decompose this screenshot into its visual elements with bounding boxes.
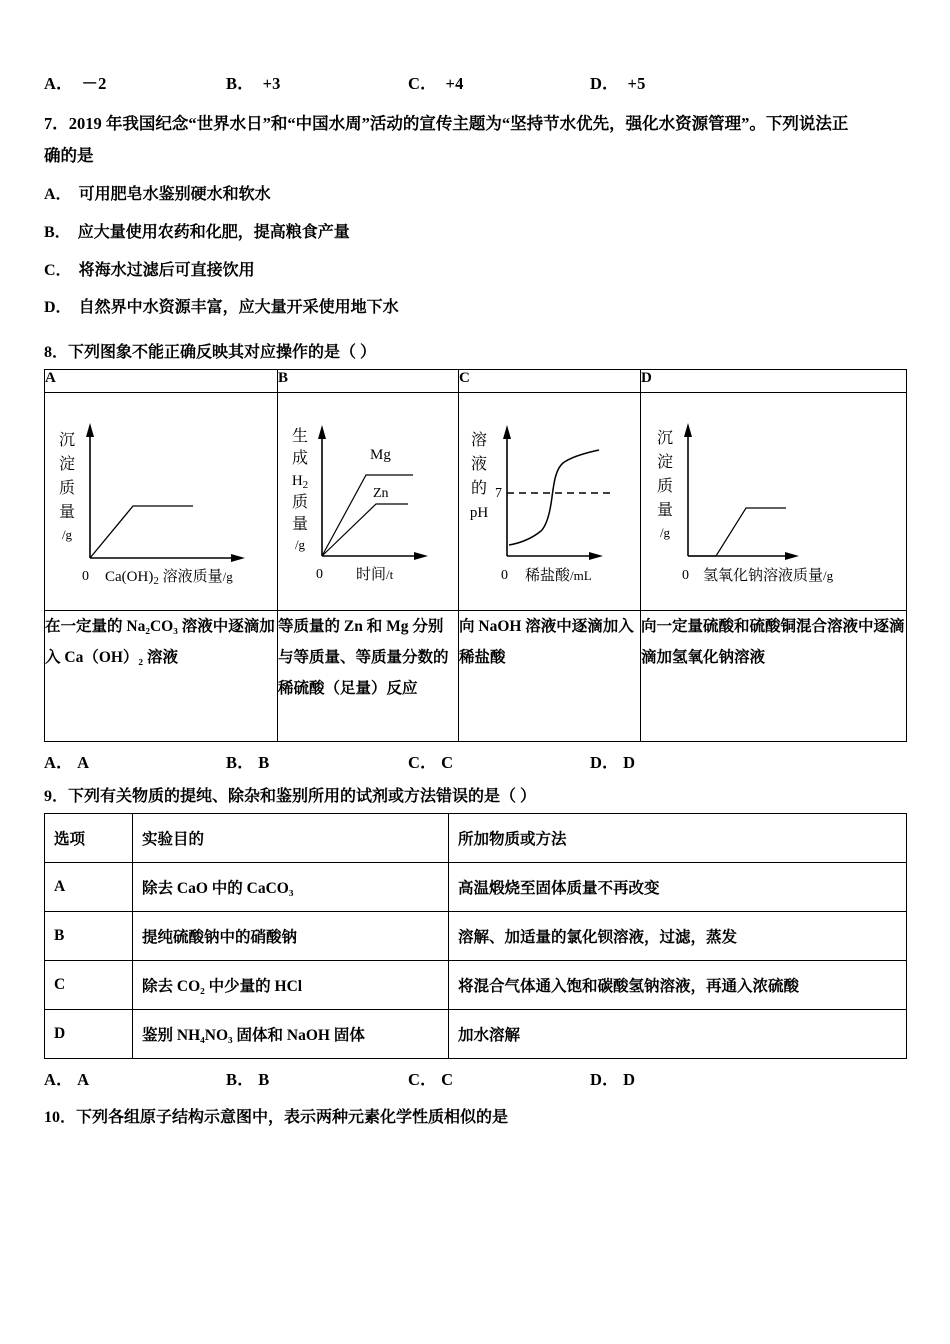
table-row bbox=[45, 960, 907, 1009]
chart-b-yaxis-arrow bbox=[318, 425, 326, 439]
q8-description-d: 向一定量硫酸和硫酸铜混合溶液中逐滴滴加氢氧化钠溶液 bbox=[641, 610, 907, 741]
chart-b-series-zn bbox=[322, 504, 408, 556]
question-7-option-b: B． 应大量使用农药和化肥，提高粮食产量 bbox=[44, 223, 350, 241]
chart-c-yaxis-arrow bbox=[503, 425, 511, 439]
question-9-stem: 9．下列有关物质的提纯、除杂和鉴别所用的试剂或方法错误的是（ ） bbox=[44, 787, 537, 805]
question-8-answer-options bbox=[44, 749, 906, 773]
question-8-table bbox=[44, 369, 907, 742]
chart-d-series-line bbox=[688, 508, 786, 556]
q9-row-b-option: B bbox=[45, 911, 133, 960]
chart-d-yaxis-arrow bbox=[684, 423, 692, 437]
chart-a-yaxis-arrow bbox=[86, 423, 94, 437]
chart-a-xlabel: $Ca(OH)_2$ 溶液质量/g bbox=[105, 568, 233, 587]
question-8-stem: 8．下列图象不能正确反映其对应操作的是（ ） bbox=[44, 343, 377, 361]
chart-b-ylabel-char-5: 量 bbox=[291, 515, 309, 533]
q8-description-b: 等质量的 Zn 和 Mg 分别与等质量、等质量分数的稀硫酸（足量）反应 bbox=[278, 610, 459, 741]
chart-d-ylabel-unit: /g bbox=[659, 524, 671, 540]
chart-cell-d bbox=[641, 392, 907, 610]
table-row bbox=[45, 862, 907, 911]
table-row-charts bbox=[45, 392, 907, 610]
q9-answer-c: C． C bbox=[408, 1069, 454, 1089]
chart-c-xaxis-arrow bbox=[589, 552, 603, 560]
chart-b-xlabel: 时间/t bbox=[356, 566, 394, 583]
q8-answer-a: A． A bbox=[44, 752, 90, 772]
table-row-descriptions bbox=[45, 610, 907, 741]
table-row-headers bbox=[45, 369, 907, 392]
chart-b-ylabel-char-4: 质 bbox=[291, 493, 309, 511]
question-7-option-a: A． 可用肥皂水鉴别硬水和软水 bbox=[44, 186, 271, 204]
question-10-stem: 10．下列各组原子结构示意图中，表示两种元素化学性质相似的是 bbox=[44, 1108, 509, 1126]
q9-answer-a: A． A bbox=[44, 1069, 90, 1089]
chart-d-precipitate-vs-naoh bbox=[641, 393, 907, 605]
chart-d-ylabel-char-3: 质 bbox=[656, 477, 674, 495]
q8-answer-b: B． B bbox=[226, 752, 270, 772]
table-row bbox=[45, 1009, 907, 1058]
chart-a-series-line bbox=[90, 506, 193, 558]
question-7-stem-line-1: 7．2019 年我国纪念“世界水日”和“中国水周”活动的宣传主题为“坚持节水优先，强化水资源管理”。下列说法正 bbox=[44, 114, 849, 133]
chart-b-h2-vs-time bbox=[278, 393, 459, 605]
chart-b-series-mg bbox=[322, 475, 413, 556]
chart-b-origin-label: 0 bbox=[316, 566, 323, 582]
q8-col-header-d: D bbox=[641, 369, 907, 392]
q6-option-c: C． +4 bbox=[408, 74, 464, 93]
chart-c-ylabel-char-3: 的 bbox=[470, 479, 488, 497]
q6-option-d: D． +5 bbox=[590, 74, 646, 93]
chart-a-ylabel-unit: /g bbox=[61, 526, 73, 542]
q9-row-a-method: 高温煅烧至固体质量不再改变 bbox=[449, 862, 907, 911]
q6-option-b: B． +3 bbox=[226, 74, 281, 93]
chart-c-series-ph-curve bbox=[509, 450, 599, 545]
q8-answer-c: C． C bbox=[408, 752, 454, 772]
q9-col-header-method: 所加物质或方法 bbox=[449, 813, 907, 862]
chart-a-xaxis-arrow bbox=[231, 554, 245, 562]
q9-row-d-purpose: 鉴别 NH₄NO₃ 固体和 NaOH 固体 bbox=[133, 1009, 449, 1058]
question-7-option-c: C． 将海水过滤后可直接饮用 bbox=[44, 261, 255, 279]
q9-row-c-method: 将混合气体通入饱和碳酸氢钠溶液，再通入浓硫酸 bbox=[449, 960, 907, 1009]
q6-option-a: A． －2 bbox=[44, 74, 107, 93]
chart-c-xlabel: 稀盐酸/mL bbox=[525, 567, 592, 584]
q9-col-header-option: 选项 bbox=[45, 813, 133, 862]
q8-col-header-b: B bbox=[278, 369, 459, 392]
q8-col-header-a: A bbox=[45, 369, 278, 392]
question-9-answer-options bbox=[44, 1066, 906, 1090]
q9-answer-b: B． B bbox=[226, 1069, 270, 1089]
q9-row-a-option: A bbox=[45, 862, 133, 911]
q9-row-c-option: C bbox=[45, 960, 133, 1009]
question-7-stem-line-2: 确的是 bbox=[44, 146, 94, 166]
q9-row-c-purpose: 除去 CO₂ 中少量的 HCl bbox=[133, 960, 449, 1009]
chart-b-ylabel-char-3: $H_2$ bbox=[291, 472, 309, 491]
q9-row-b-purpose: 提纯硫酸钠中的硝酸钠 bbox=[133, 911, 449, 960]
chart-d-xaxis-arrow bbox=[785, 552, 799, 560]
q8-description-a: 在一定量的 Na₂CO₃ 溶液中逐滴加入 Ca（OH）₂ 溶液 bbox=[45, 610, 278, 741]
chart-d-origin-label: 0 bbox=[682, 567, 689, 583]
page-content bbox=[44, 70, 906, 1133]
chart-a-ylabel-char-4: 量 bbox=[58, 503, 76, 521]
chart-d-ylabel-char-4: 量 bbox=[656, 501, 674, 519]
chart-b-label-mg: Mg bbox=[370, 446, 391, 463]
chart-b-xaxis-arrow bbox=[414, 552, 428, 560]
q8-answer-d: D． D bbox=[590, 752, 636, 772]
chart-d-ylabel-char-2: 淀 bbox=[656, 453, 674, 471]
chart-b-ylabel-char-2: 成 bbox=[291, 449, 309, 467]
table-row bbox=[45, 911, 907, 960]
chart-a-precipitate-vs-caoh2 bbox=[45, 393, 278, 605]
chart-cell-b bbox=[278, 392, 459, 610]
chart-c-ylabel-char-1: 溶 bbox=[470, 431, 488, 449]
chart-a-ylabel-char-1: 沉 bbox=[58, 431, 76, 449]
table-row bbox=[45, 813, 907, 862]
chart-c-ph7-tick: 7 bbox=[495, 485, 502, 501]
chart-c-origin-label: 0 bbox=[501, 567, 508, 583]
question-9-table bbox=[44, 813, 907, 1059]
chart-b-ylabel-char-1: 生 bbox=[291, 427, 309, 445]
chart-a-origin-label: 0 bbox=[82, 568, 89, 584]
chart-b-ylabel-unit: /g bbox=[294, 536, 306, 552]
chart-cell-c bbox=[459, 392, 641, 610]
question-6-options bbox=[44, 70, 906, 94]
chart-cell-a bbox=[45, 392, 278, 610]
chart-b-label-zn: Zn bbox=[373, 485, 389, 501]
chart-c-ph-vs-hcl bbox=[459, 393, 641, 605]
chart-c-ylabel-char-2: 液 bbox=[470, 455, 488, 473]
q9-row-b-method: 溶解、加适量的氯化钡溶液，过滤，蒸发 bbox=[449, 911, 907, 960]
q9-row-a-purpose: 除去 CaO 中的 CaCO₃ bbox=[133, 862, 449, 911]
question-7-option-d: D． 自然界中水资源丰富，应大量开采使用地下水 bbox=[44, 299, 399, 317]
q8-description-c: 向 NaOH 溶液中逐滴加入稀盐酸 bbox=[459, 610, 641, 741]
chart-d-xlabel: 氢氧化钠溶液质量/g bbox=[703, 567, 834, 584]
chart-a-ylabel-char-3: 质 bbox=[58, 479, 76, 497]
q8-col-header-c: C bbox=[459, 369, 641, 392]
q9-row-d-option: D bbox=[45, 1009, 133, 1058]
chart-c-ylabel-char-4: pH bbox=[469, 504, 489, 521]
q9-row-d-method: 加水溶解 bbox=[449, 1009, 907, 1058]
q9-answer-d: D． D bbox=[590, 1069, 636, 1089]
chart-d-ylabel-char-1: 沉 bbox=[656, 429, 674, 447]
chart-a-ylabel-char-2: 淀 bbox=[58, 455, 76, 473]
q9-col-header-purpose: 实验目的 bbox=[133, 813, 449, 862]
